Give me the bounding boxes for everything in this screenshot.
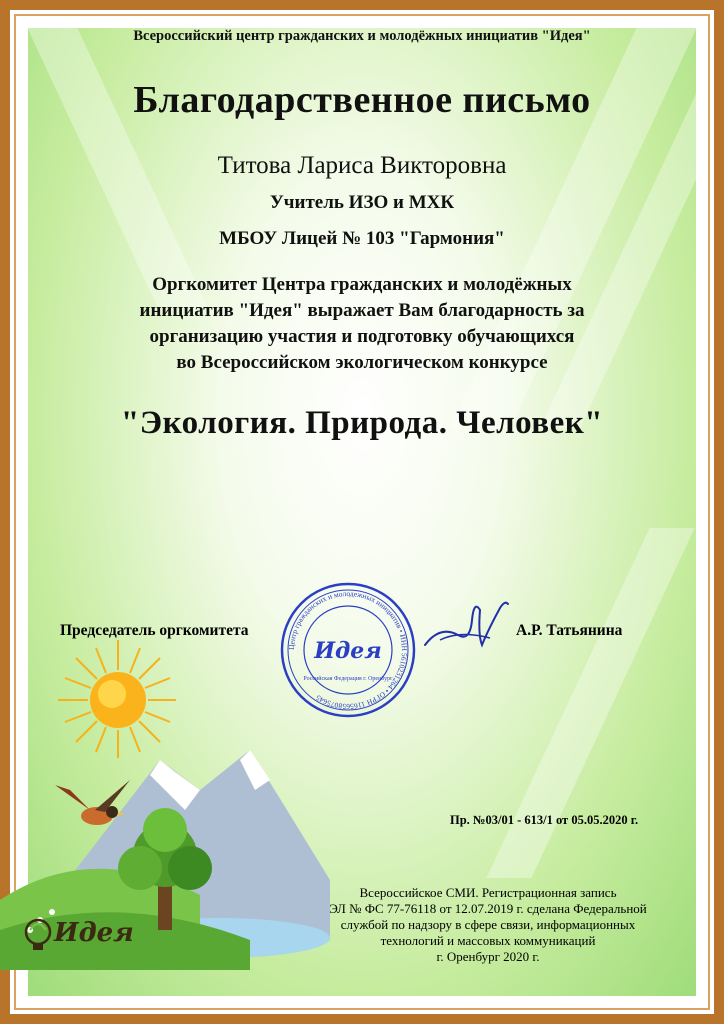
recipient-school: МБОУ Лицей № 103 "Гармония"	[219, 228, 505, 249]
reference-number: Пр. №03/01 - 613/1 от 05.05.2020 г.	[450, 813, 639, 827]
chairman-label: Председатель оргкомитета	[60, 622, 249, 639]
registration-line: ЭЛ № ФС 77-76118 от 12.07.2019 г. сделана Федеральной	[329, 901, 647, 916]
gratitude-line: Оргкомитет Центра гражданских и молодёжных	[152, 274, 572, 295]
recipient-name: Титова Лариса Викторовна	[217, 152, 507, 179]
organization-header: Всероссийский центр гражданских и молодёжных инициатив "Идея"	[133, 28, 591, 44]
gratitude-line: организацию участия и подготовку обучающихся	[149, 326, 575, 347]
gratitude-line: инициатив "Идея" выражает Вам благодарность за	[139, 300, 585, 321]
gratitude-line: во Всероссийском экологическом конкурсе	[176, 352, 548, 373]
chairman-name: А.Р. Татьянина	[516, 622, 623, 639]
stamp-ring-text: Центр гражданских и молодежных инициатив • ИНН 5610231264 • ОГРН 1165658075645	[286, 588, 410, 712]
registration-line: Всероссийское СМИ. Регистрационная запись	[359, 885, 617, 900]
logo-text: Идея	[54, 918, 134, 948]
recipient-role: Учитель ИЗО и МХК	[269, 192, 455, 213]
registration-line: технологий и массовых коммуникаций	[380, 933, 596, 948]
document-title: Благодарственное письмо	[133, 79, 591, 121]
contest-name: "Экология. Природа. Человек"	[120, 405, 604, 441]
registration-line: службой по надзору в сфере связи, информационных	[340, 917, 636, 932]
media-registration	[310, 885, 666, 965]
sun-icon	[58, 640, 176, 758]
handwritten-signature	[420, 590, 510, 660]
registration-line: г. Оренбург 2020 г.	[436, 949, 540, 964]
gratitude-text	[0, 272, 724, 376]
official-stamp	[278, 580, 418, 720]
stamp-center-text: Идея	[314, 638, 382, 664]
stamp-bottom-text: Российская Федерация г. Оренбург	[303, 676, 393, 682]
